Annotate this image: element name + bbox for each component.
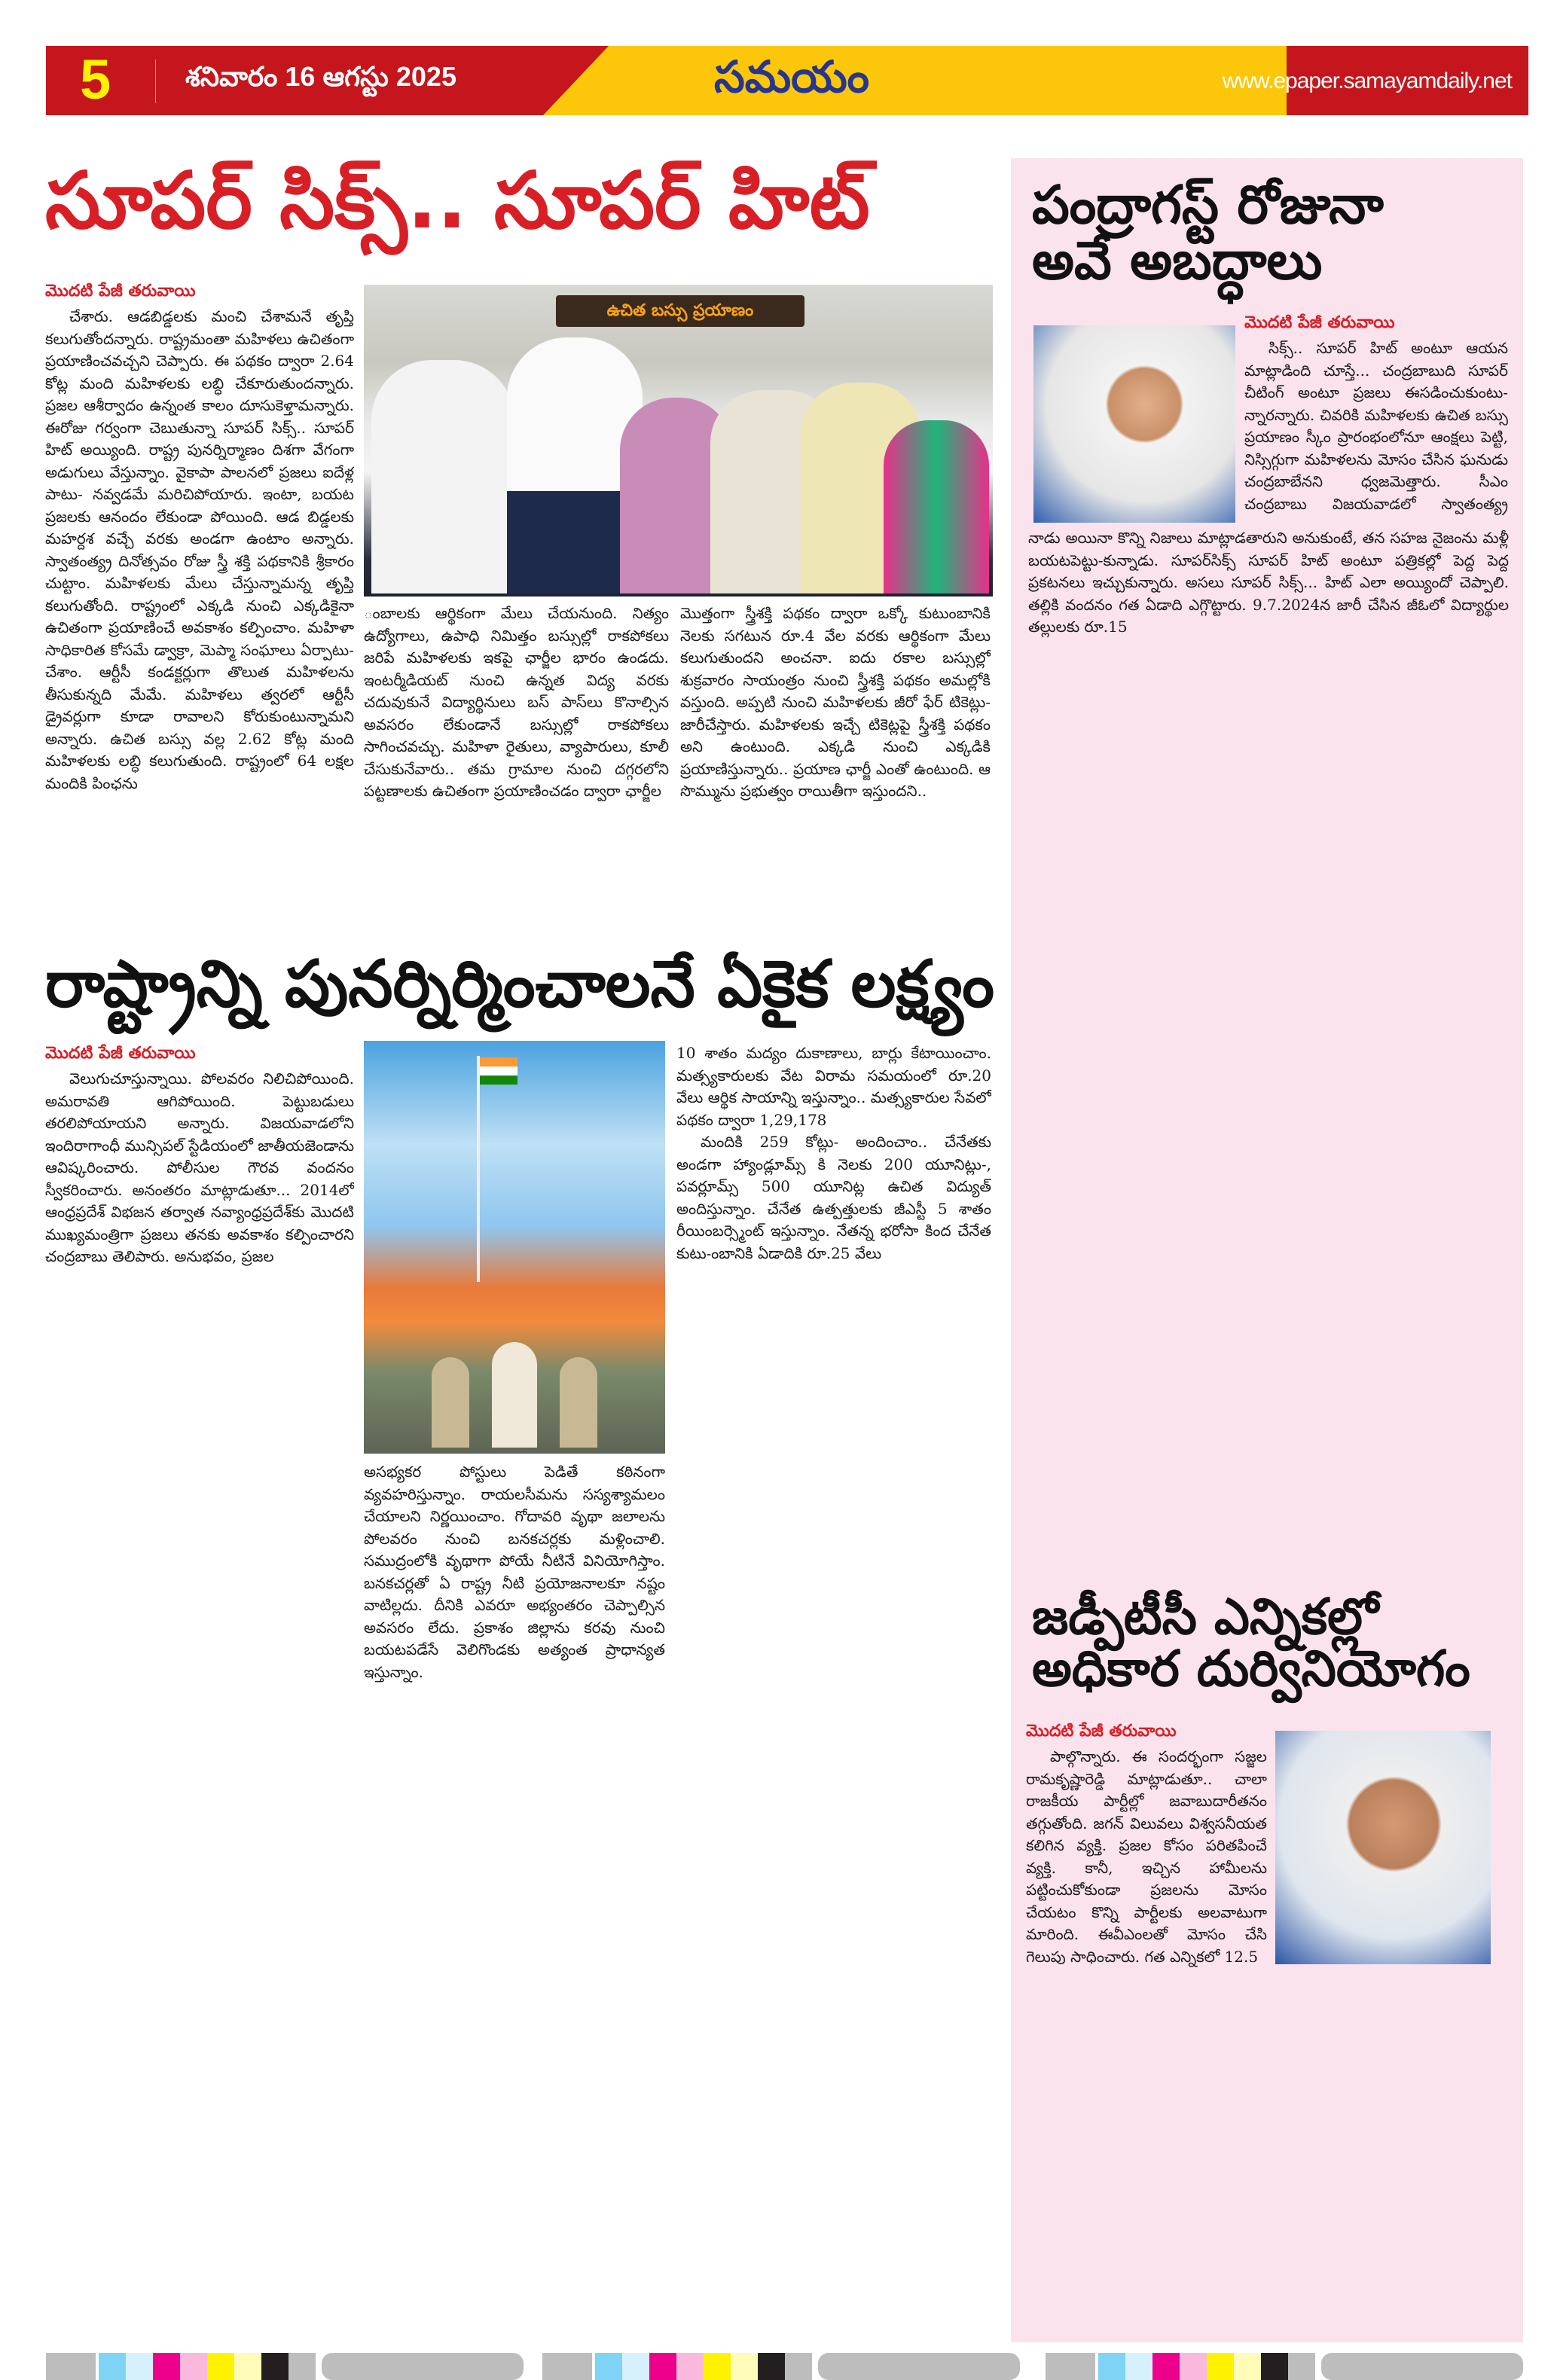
rebuild-column-3 <box>676 1042 991 2331</box>
paragraph: చేశారు. ఆడబిడ్డలకు మంచి చేశామనే తృప్తి కలుగుతోందన్నారు. రాష్ట్రమంతా మహిళలు ఉచితంగా ప్రయాణించవచ్చని చెప్పారు. ఈ పథకం ద్వారా 2.64 కోట్ల మంది మహిళలకు లబ్ధి చేకూరుతుందన్నారు. ప్రజల ఆశీర్వాదం ఉన్నంత కాలం దూసుకెళ్తామన్నారు. ఈరోజు గర్వంగా చెబుతున్నా సూపర్ సిక్స్.. సూపర్ హిట్ అయ్యింది. రాష్ట్ర పునర్నిర్మాణం దిశగా వేగంగా అడుగులు వేస్తున్నాం. వైకాపా పాలనలో ప్రజలు ఐదేళ్ల పాటు- నవ్వడమే మరిచిపోయారు. ఇంటా, బయట ప్రజలకు ఆనందం లేకుండా పోయింది. ఆడ బిడ్డలకు మహర్దశ వచ్చే వరకు అండగా ఉంటాం అన్నారు. స్వాతంత్య్ర దినోత్సవం రోజు స్త్రీ శక్తి పథకానికి శ్రీకారం చుట్టాం. మహిళలకు మేలు చేస్తున్నామన్న తృప్తి కలుగుతోంది. రాష్ట్రంలో ఎక్కడి నుంచి ఎక్కడికైనా ఉచితంగా ప్రయాణించే అవకాశం కల్పించాం. మహిళా సాధికారిత కోసమే డ్వాక్రా, మెప్మా సంఘాలు ఏర్పాటు- చేశాం. ఆర్టీసీ కండక్టర్లుగా తొలుత మహిళలను తీసుకున్నది మేమే. మహిళలు త్వరలో ఆర్టీసీ డ్రైవర్లుగా కూడా రావాలని కోరుకుంటున్నామని అన్నారు. ఉచిత బస్సు వల్ల 2.62 కోట్ల మంది మహిళలకు లబ్ధి కలుగుతుంది. రాష్ట్రంలో 64 లక్షల మందికి పింఛను <box>45 307 354 792</box>
registration-swatch <box>542 2353 592 2380</box>
paragraph: మొత్తంగా స్త్రీశక్తి పథకం ద్వారా ఒక్కో కుటుంబానికి నెలకు సగటున రూ.4 వేల వరకు ఆర్థికంగా మేలు కలుగుతుందని అంచనా. ఐదు రకాల బస్సుల్లో శుక్రవారం సాయంత్రం నుంచి స్త్రీశక్తి పథకం అమల్లోకి వస్తుంది. అప్పటి నుంచి మహిళలకు జీరో ఫేర్ టికెట్లు- జారీచేస్తారు. మహిళలకు ఇచ్చే టికెట్లపై స్త్రీశక్తి పథకం అని ఉంటుంది. ఎక్కడి నుంచి ఎక్కడికి ప్రయాణిస్తున్నారు.. ప్రయాణ ఛార్జీ ఎంతో ఉంటుంది. ఆ సొమ్మును ప్రభుత్వం రాయితీగా ఇస్తుందని.. <box>680 604 991 800</box>
person-figure <box>432 1357 469 1448</box>
registration-swatch <box>46 2353 96 2380</box>
registration-block <box>322 2353 524 2380</box>
paragraph: ంబాలకు ఆర్థికంగా మేలు చేయనుంది. నిత్యం ఉద్యోగాలు, ఉపాధి నిమిత్తం బస్సుల్లో రాకపోకలు జరిపే మహిళలకు ఇకపై ఛార్జీల భారం ఉండదు. ఇంటర్మీడియట్ నుంచి ఉన్నత విద్య వరకు చదువుకునే విద్యార్థినులు బస్ పాస్‌లు కొనాల్సిన అవసరం లేకుండానే బస్సుల్లో రాకపోకలు సాగించవచ్చు. మహిళా రైతులు, వ్యాపారులు, కూలీ చేసుకునేవారు.. తమ గ్రామాల నుంచి దగ్గరలోని పట్టణాలకు ఉచితంగా ప్రయాణించడం ద్వారా ఛార్జీల <box>364 604 669 800</box>
epaper-url[interactable]: www.epaper.samayamdaily.net <box>1222 69 1512 93</box>
paragraph: 10 శాతం మద్యం దుకాణాలు, బార్లు కేటాయించాం. మత్స్యకారులకు వేట విరామ సమయంలో రూ.20 వేలు ఆర్థిక సాయాన్ని ఇస్తున్నాం.. మత్స్యకారుల సేవలో పథకం ద్వారా 1,29,178 <box>676 1044 991 1129</box>
registration-swatch <box>676 2353 704 2380</box>
headline-line <box>1032 174 1514 236</box>
registration-swatch <box>1098 2353 1125 2380</box>
zptc-column <box>1026 1720 1267 2345</box>
registration-swatch <box>731 2353 758 2380</box>
registration-swatch <box>153 2353 180 2380</box>
paragraph: నాడు అయినా కొన్ని నిజాలు మాట్లాడతారుని అనుకుంటే, తన సహజ నైజంను మళ్లీ బయటపెట్టు-కున్నాడు. సూపర్‌సిక్స్ సూపర్ హిట్ అంటూ పత్రికల్లో పెద్ద పెద్ద ప్రకటనలు ఇచ్చుకున్నారు. అసలు సూపర్ సిక్స్... హిట్ ఎలా అయ్యిందో చెప్పాలి. తల్లికి వందనం గత ఏడాది ఎగ్గొట్టారు. 9.7.2024న జారీ చేసిన జీఓలో విద్యార్థుల తల్లులకు రూ.15 <box>1028 529 1509 636</box>
photo-speaker <box>1033 325 1235 523</box>
super-six-column-3 <box>680 603 991 935</box>
photo-sajjala <box>1275 1731 1491 1964</box>
registration-swatch <box>1288 2353 1315 2380</box>
continued-kicker: మొదటి పేజీ తరువాయి <box>1026 1722 1177 1741</box>
headline-zptc-elections <box>1032 1588 1514 1704</box>
headline-text: జడ్పీటీసీ ఎన్నికల్లో <box>1032 1588 1379 1646</box>
masthead-yellow-band <box>543 46 1287 115</box>
paragraph: మందికి 259 కోట్లు- అందించాం.. చేనేతకు అండగా హ్యాండ్లూమ్స్ కి నెలకు 200 యూనిట్లు-, పవర్లూమ్స్ 500 యూనిట్ల ఉచిత విద్యుత్ అందిస్తున్నాం. చేనేత ఉత్పత్తులకు జీఎస్టీ 5 శాతం రీయింబర్స్మెంట్ ఇస్తున్నాం. నేతన్న భరోసా కింద చేనేత కుటు-ంబానికి ఏడాదికి రూ.25 వేలు <box>676 1133 991 1262</box>
paragraph: అసభ్యకర పోస్టులు పెడితే కఠినంగా వ్యవహరిస్తున్నాం. రాయలసీమను సస్యశ్యామలం చేయాలని నిర్ణయించాం. గోదావరి వృథా జలాలను పోలవరం నుంచి బనకచర్లకు మళ్లించాలి. సముద్రంలోకి వృథాగా పోయే నీటినే వినియోగిస్తాం. బనకచర్లతో ఏ రాష్ట్ర నీటి ప్రయోజనాలకూ నష్టం వాటిల్లదు. దీనికి ఎవరూ అభ్యంతరం చెప్పాల్సిన అవసరం లేదు. ప్రకాశం జిల్లాను కరవు నుంచి బయటపడేసే వెలిగొండకు అత్యంత ప్రాధాన్యత ఇస్తున్నాం. <box>364 1463 665 1681</box>
paragraph: వెలుగుచూస్తున్నాయి. పోలవరం నిలిచిపోయింది. అమరావతి ఆగిపోయింది. పెట్టుబడులు తరలిపోయాయని అన్నారు. విజయవాడలోని ఇందిరాగాంధీ మున్సిపల్ స్టేడియంలో జాతీయజెండాను ఆవిష్కరించారు. పోలీసుల గౌరవ వందనం స్వీకరించారు. అనంతరం మాట్లాడుతూ... 2014లో ఆంధ్రప్రదేశ్ విభజన తర్వాత నవ్యాంధ్రప్రదేశ్‌కు మొదటి ముఖ్యమంత్రిగా ప్రజలు తనకు అవకాశం కల్పించారని చంద్రబాబు తెలిపారు. అనుభవం, ప్రజల <box>45 1069 354 1265</box>
paragraph: సిక్స్.. సూపర్ హిట్ అంటూ ఆయన మాట్లాడింది చూస్తే... చంద్రబాబుది సూపర్ చీటింగ్ అంటూ ప్రజలు ఈసడించుకుంటు-న్నారన్నారు. చివరికి మహిళలకు ఉచిత బస్సు ప్రయాణం స్కీం ప్రారంభంలోనూ ఆంక్షలు పెట్టి, నిస్సిగ్గుగా మహిళలను మోసం చేసిన ఘనుడు చంద్రబాబేనని ధ్వజమెత్తారు. సీఎం చంద్రబాబు విజయవాడలో స్వాతంత్య్ర <box>1244 339 1508 513</box>
registration-swatch <box>207 2353 234 2380</box>
paragraph: పాల్గొన్నారు. ఈ సందర్భంగా సజ్జల రామకృష్ణారెడ్డి మాట్లాడుతూ.. చాలా రాజకీయ పార్టీల్లో జవాబుదారీతనం తగ్గుతోంది. జగన్ విలువలు విశ్వసనీయత కలిగిన వ్యక్తి. ప్రజల కోసం పరితపించే వ్యక్తి. కానీ, ఇచ్చిన హామీలను పట్టించుకోకుండా ప్రజలను మోసం చేయటం కొన్ని పార్టీలకు అలవాటుగా మారింది. ఈవీఎంలతో మోసం చేసి గెలుపు సాధించారు. గత ఎన్నికలో 12.5 <box>1026 1747 1267 1966</box>
registration-swatch <box>649 2353 676 2380</box>
super-six-column-1 <box>45 280 354 943</box>
headline-text: సూపర్ సిక్స్.. సూపర్ హిట్ <box>45 154 870 246</box>
rebuild-column-1 <box>45 1042 354 2338</box>
registration-swatch <box>1125 2353 1152 2380</box>
registration-swatch <box>1180 2353 1207 2380</box>
registration-swatch <box>1207 2353 1234 2380</box>
headline-text: అధికార దుర్వినియోగం <box>1032 1640 1470 1698</box>
registration-swatch <box>1152 2353 1180 2380</box>
registration-swatch <box>126 2353 153 2380</box>
registration-swatch <box>1261 2353 1288 2380</box>
divider <box>155 60 156 103</box>
registration-swatch <box>595 2353 622 2380</box>
registration-swatch <box>622 2353 649 2380</box>
headline-line <box>1032 1640 1514 1698</box>
registration-block <box>1321 2353 1523 2380</box>
person-figure <box>560 1357 597 1448</box>
registration-swatch <box>704 2353 731 2380</box>
rebuild-column-2 <box>364 1461 665 2327</box>
headline-super-six <box>45 154 994 250</box>
flag-pole <box>477 1056 480 1282</box>
person-figure <box>492 1342 537 1448</box>
bus-led-sign: ఉచిత బస్సు ప్రయాణం <box>556 295 804 327</box>
registration-swatch <box>234 2353 261 2380</box>
person-figure <box>371 360 514 593</box>
headline-august-15 <box>1032 174 1514 298</box>
continued-kicker: మొదటి పేజీ తరువాయి <box>45 282 196 301</box>
photo-bus-launch <box>364 285 993 597</box>
registration-swatch <box>1234 2353 1261 2380</box>
headline-text: రాష్ట్రాన్ని పునర్నిర్మించాలనే ఏకైక లక్ష్యం <box>45 947 995 1022</box>
registration-swatch <box>261 2353 289 2380</box>
registration-block <box>818 2353 1020 2380</box>
headline-text: పంద్రాగస్ట్ రోజునా <box>1032 174 1384 236</box>
issue-date: శనివారం 16 ఆగస్టు 2025 <box>185 61 456 92</box>
headline-rebuild-state <box>45 947 995 1026</box>
registration-swatch <box>99 2353 126 2380</box>
registration-swatch <box>758 2353 785 2380</box>
super-six-column-2 <box>364 603 669 935</box>
photo-flag-hoisting <box>364 1041 665 1454</box>
national-flag <box>480 1057 517 1085</box>
person-figure <box>884 420 989 593</box>
newspaper-logo: సమయం <box>714 53 870 102</box>
headline-line <box>1032 1588 1514 1646</box>
masthead <box>46 46 1528 115</box>
continued-kicker: మొదటి పేజీ తరువాయి <box>45 1044 196 1063</box>
registration-swatch <box>1046 2353 1095 2380</box>
august15-body <box>1028 527 1509 1571</box>
headline-line <box>1032 229 1514 291</box>
continued-kicker: మొదటి పేజీ తరువాయి <box>1244 313 1395 332</box>
page-number: 5 <box>80 48 111 111</box>
registration-swatch <box>785 2353 812 2380</box>
august15-side-column <box>1244 312 1508 518</box>
registration-swatch <box>289 2353 316 2380</box>
registration-swatch <box>180 2353 207 2380</box>
headline-text: అవే అబద్ధాలు <box>1032 229 1323 291</box>
